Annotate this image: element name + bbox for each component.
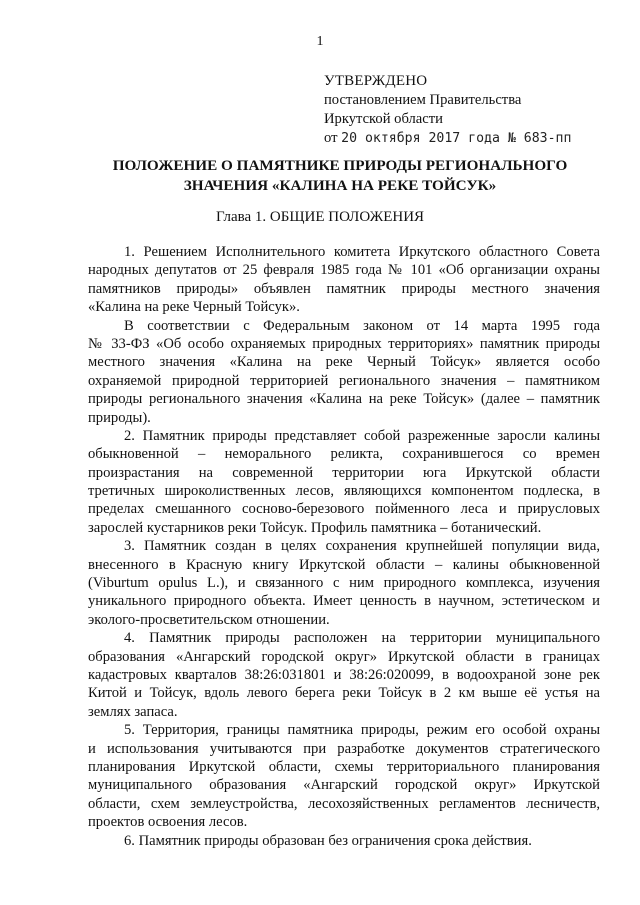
document-title: [80, 156, 600, 196]
approval-from: от: [324, 130, 338, 146]
paragraph-line: внесенного в Красную книгу Иркутской области – калины обыкновенной: [88, 556, 600, 573]
paragraph-line: уникального природного объекта. Имеет ценность в научном, эстетическом и: [88, 593, 600, 610]
paragraph-line: землях запаса.: [88, 703, 178, 720]
paragraph-line: охраняемой природной территорией регионального значения – памятником: [88, 372, 600, 389]
paragraph-line: № 33-ФЗ «Об особо охраняемых природных территориях» памятник природы: [88, 335, 600, 352]
approval-line-2: Иркутской области: [324, 111, 443, 127]
handwritten-date-number: 20 октября 2017 года № 683-пп: [341, 131, 572, 146]
paragraph-line: пределах смешанного сосново-березового пойменного леса и прирусловых: [88, 501, 600, 518]
document-body: [88, 243, 600, 850]
approval-block: [324, 72, 624, 148]
paragraph-line: и использования учитываются при разработке документов стратегического: [88, 740, 600, 757]
paragraph-line: 6. Памятник природы образован без ограничения срока действия.: [124, 832, 532, 849]
paragraph-line: 1. Решением Исполнительного комитета Иркутского областного Совета: [124, 244, 600, 260]
paragraph-line: «Калина на реке Черный Тойсук».: [88, 299, 300, 316]
paragraph-line: эколого-просветительском отношении.: [88, 611, 330, 628]
approval-heading: УТВЕРЖДЕНО: [324, 73, 428, 89]
paragraph-line: памятников природы» объявлен памятник природы местного значения: [88, 280, 600, 297]
paragraph: [88, 629, 600, 721]
paragraph-line: обыкновенной – неморального реликта, сохранившегося со времен: [88, 446, 600, 463]
paragraph: [88, 537, 600, 629]
paragraph: [88, 317, 600, 427]
paragraph-line: произрастания на современной территории юга Иркутской области: [88, 464, 600, 481]
paragraph-line: третичных широколиственных лесов, являющихся компонентом подлеска, в: [88, 483, 600, 500]
chapter-heading: Глава 1. ОБЩИЕ ПОЛОЖЕНИЯ: [215, 209, 425, 225]
paragraph-line: (Viburtum opulus L.), и связанного с ним природного комплекса, изучения: [88, 575, 600, 592]
paragraph: [88, 832, 600, 850]
paragraph-line: 5. Территория, границы памятника природы, режим его особой охраны: [124, 722, 600, 739]
paragraph-line: местного значения «Калина на реке Черный Тойсук» является особо: [88, 354, 600, 371]
paragraph-line: муниципального образования «Ангарский городской округ» Иркутской: [88, 777, 600, 794]
approval-date-line: [324, 129, 624, 148]
paragraph-line: образования «Ангарский городской округ» Иркутской области в границах: [88, 648, 600, 665]
paragraph: [88, 243, 600, 317]
title-line-1: ПОЛОЖЕНИЕ О ПАМЯТНИКЕ ПРИРОДЫ РЕГИОНАЛЬНОГО: [112, 157, 568, 174]
paragraph-line: зарослей кустарников реки Тойсук. Профиль памятника – ботанический.: [88, 519, 542, 536]
paragraph-line: проектов освоения лесов.: [88, 814, 248, 831]
paragraph-line: Китой и Тойсук, вдоль левого берега реки Тойсук в 2 км выше её устья на: [88, 685, 600, 702]
paragraph-line: природы регионального значения «Калина на реке Тойсук» (далее – памятник: [88, 391, 600, 408]
paragraph-line: 2. Памятник природы представляет собой разреженные заросли калины: [124, 427, 600, 444]
paragraph-line: планирования Иркутской области, схемы территориального планирования: [88, 758, 600, 775]
paragraph-line: В соответствии с Федеральным законом от 14 марта 1995 года: [124, 317, 600, 334]
paragraph-line: народных депутатов от 25 февраля 1985 года № 101 «Об организации охраны: [88, 262, 600, 279]
paragraph-line: 3. Памятник создан в целях сохранения крупнейшей популяции вида,: [124, 538, 600, 555]
paragraph-line: кадастровых кварталов 38:26:031801 и 38:26:020099, в водоохраной зоне рек: [88, 666, 600, 683]
paragraph-line: области, схем землеустройства, лесохозяйственных регламентов лесничеств,: [88, 795, 600, 812]
page-number: 1: [316, 34, 324, 49]
paragraph-line: природы).: [88, 409, 151, 426]
paragraph-line: 4. Памятник природы расположен на территории муниципального: [124, 630, 600, 647]
paragraph: [88, 427, 600, 537]
paragraph: [88, 721, 600, 831]
title-line-2: ЗНАЧЕНИЯ «КАЛИНА НА РЕКЕ ТОЙСУК»: [183, 177, 497, 194]
approval-line-1: постановлением Правительства: [324, 92, 522, 108]
